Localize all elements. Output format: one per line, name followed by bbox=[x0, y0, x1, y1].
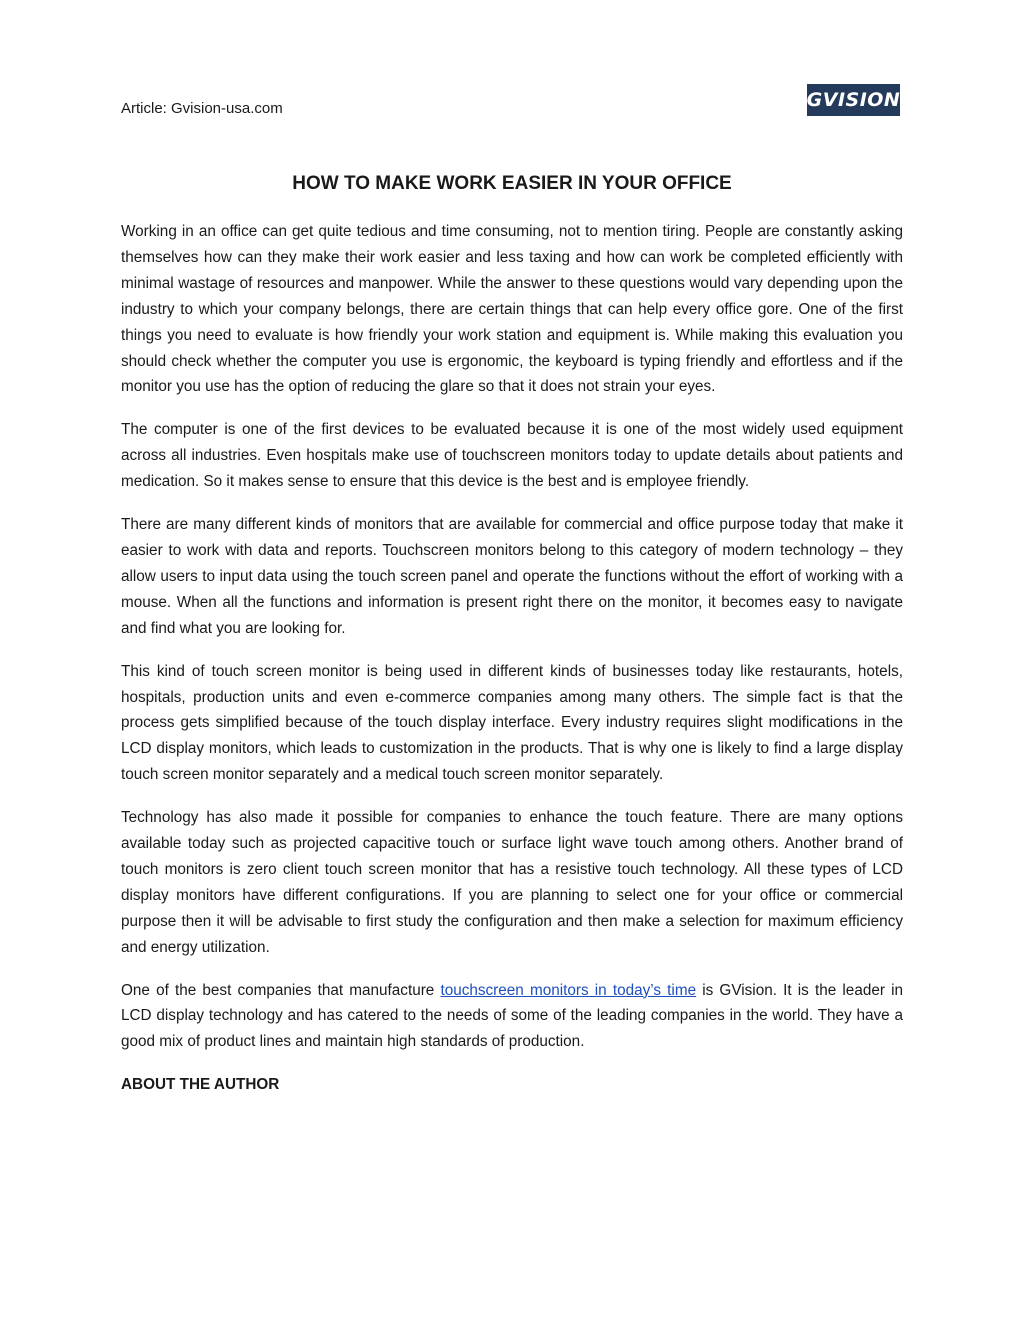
paragraph-6-after-link: is GVision. It is the leader in LCD display technology and has catered to the needs of some of the leading companies in the world. They have a good mix of product lines and maintain high standards of production. bbox=[121, 981, 903, 1051]
gvision-logo bbox=[807, 84, 900, 116]
paragraph-1: Working in an office can get quite tedious and time consuming, not to mention tiring. People are constantly asking themselves how can they make their work easier and less taxing and how can work be completed efficiently with minimal wastage of resources and manpower. While the answer to these questions would vary depending upon the industry to which your company belongs, there are certain things that can help every office gore. One of the first things you need to evaluate is how friendly your work station and equipment is. While making this evaluation you should check whether the computer you use is ergonomic, the keyboard is typing friendly and effortless and if the monitor you use has the option of reducing the glare so that it does not strain your eyes. bbox=[121, 223, 903, 396]
paragraph-4: This kind of touch screen monitor is being used in different kinds of businesses today like restaurants, hotels, hospitals, production units and even e-commerce companies among many others. The simple fact is that the process gets simplified because of the touch display interface. Every industry requires slight modifications in the LCD display monitors, which leads to customization in the products. That is why one is likely to find a large display touch screen monitor separately and a medical touch screen monitor separately. bbox=[121, 662, 903, 784]
paragraph-6-before-link: One of the best companies that manufacture bbox=[121, 981, 441, 999]
paragraph-6 bbox=[121, 978, 903, 1056]
touchscreen-monitors-link[interactable]: touchscreen monitors in today’s time bbox=[440, 981, 697, 999]
paragraph-2: The computer is one of the first devices to be evaluated because it is one of the most widely used equipment across all industries. Even hospitals make use of touchscreen monitors today to update details about patients and medication. So it makes sense to ensure that this device is the best and is employee friendly. bbox=[121, 421, 903, 491]
about-author-heading: ABOUT THE AUTHOR bbox=[121, 1076, 280, 1094]
article-source: Article: Gvision-usa.com bbox=[121, 100, 283, 117]
paragraph-5: Technology has also made it possible for companies to enhance the touch feature. There are many options available today such as projected capacitive touch or surface light wave touch among others. Another brand of touch monitors is zero client touch screen monitor that has a resistive touch technology. All these types of LCD display monitors have different configurations. If you are planning to select one for your office or commercial purpose then it will be advisable to first study the configuration and then make a selection for maximum efficiency and energy utilization. bbox=[121, 809, 903, 956]
paragraph-3: There are many different kinds of monitors that are available for commercial and office purpose today that make it easier to work with data and reports. Touchscreen monitors belong to this category of modern technology – they allow users to input data using the touch screen panel and operate the functions without the effort of working with a mouse. When all the functions and information is present right there on the monitor, it becomes easy to navigate and find what you are looking for. bbox=[121, 516, 903, 637]
article-title: HOW TO MAKE WORK EASIER IN YOUR OFFICE bbox=[292, 173, 732, 194]
article-body bbox=[121, 219, 903, 1098]
gvision-logo-text: GVISION bbox=[806, 89, 901, 111]
